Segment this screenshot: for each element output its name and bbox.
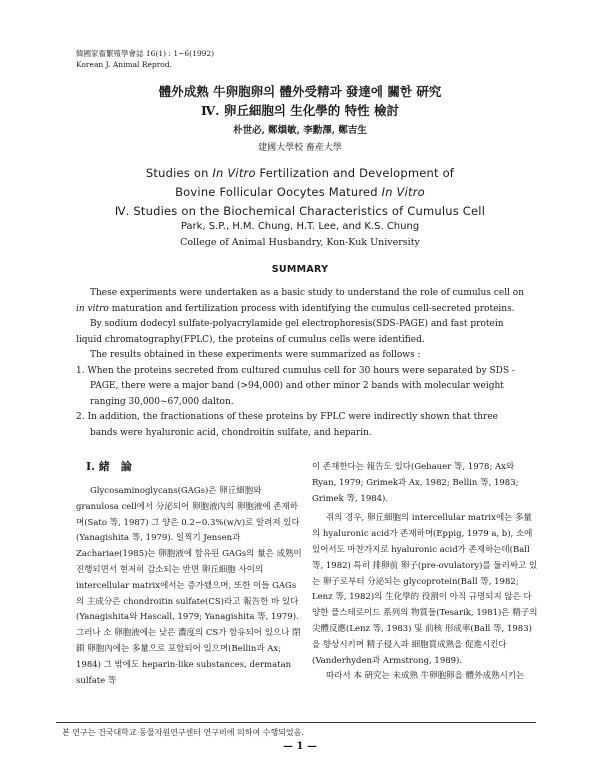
right-column [312,460,538,685]
intro-paragraph-right-3: 따라서 本 硏究는 未成熟 牛卵胞卵을 體外成熟시키는 [326,671,525,682]
summary-heading: SUMMARY [271,264,329,275]
title-en-part: Fertilization and Development of [255,166,455,180]
title-english-line3: Ⅳ. Studies on the Biochemical Characteristics of Cumulus Cell [114,204,486,218]
affiliation-english: College of Animal Husbandry, Kon-Kuk University [180,237,420,248]
summary-result-2: 2. In addition, the fractionations of these proteins by FPLC were indirectly shown that three bands were hyaluronic acid, chondroitin sulfate, and heparin. [76,412,498,438]
authors-english: Park, S.P., H.M. Chung, H.T. Lee, and K.S. Chung [180,221,420,232]
title-en-italic: In Vitro [212,166,256,180]
summary-result-1: 1. When the proteins secreted from cultured cumulus cell for 30 hours were separated by SDS -PAGE, there were a major band (>94,000) and other minor 2 bands with molecular weight ranging 30,000~67,000 dalton. [76,365,515,407]
title-english-line1 [0,166,600,180]
summary-paragraph-3: The results obtained in these experiments were summarized as follows : [90,350,421,360]
summary-paragraph-2: By sodium dodecyl sulfate-polyacrylamide gel electrophoresis(SDS-PAGE) and fast protein liquid chromatography(FPLC), the proteins of cumulus cells were identified. [76,319,504,345]
page-number: — 1 — [283,741,317,752]
journal-citation [76,48,214,70]
title-en-italic: In Vitro [381,185,425,199]
section-heading-introduction: Ⅰ. 緒 論 [86,460,132,473]
title-english-line2 [0,185,600,199]
title-en-part: Bovine Follicular Oocytes Matured [175,185,382,199]
footnote: 본 연구는 건국대학교 동물자원연구센터 연구비에 의하여 수행되었음. [62,728,304,737]
summary-text: These experiments were undertaken as a basic study to understand the role of cumulus cell on [90,288,525,298]
title-korean-line2: Ⅳ. 卵丘細胞의 生化學的 特性 檢討 [200,103,400,118]
journal-citation-ko: 韓國家畜繁殖學會誌 16(1) : 1~6(1992) [76,49,215,58]
journal-citation-en: Korean J. Animal Reprod. [76,60,173,69]
summary-text: maturation and fertilization process with identifying the cumulus cell-secreted proteins. [108,303,515,314]
intro-paragraph-right-2: 쥐의 경우, 卵丘細胞의 intercellular matrix에는 多量의 hyaluronic acid가 존재하며(Eppig, 1979 a, b), 소에 있어서도 마찬가지로 hyaluronic acid가 존재하는데(Ball 等, 1982) 특히 排卵前 卵子(pre-ovulatory)를 둘러싸고 있는 卵子로부터 分泌되는 glycoprotein(Ball 等, 1982; Lenz 等, 1982)의 生化學的 役割이 아직 규명되지 않은 다양한 플스테로이드 系列의 物質들(Tesarik, 1981)은 精子의 尖體反應(Lenz 等, 1983) 및 前核 形成率(Ball 等, 1983)을 향상시키며 精子侵入과 細胞質成熟을 促進시킨다(Vanderhyden과 Armstrong, 1989). [312,513,538,666]
intro-paragraph-right-1: 이 존재한다는 報告도 있다(Gebauer 等, 1978; Ax와 Ryan, 1979; Grimek과 Ax, 1982; Bellin 等, 1983; Grimek 等, 1984). [312,462,519,504]
authors-korean: 朴世必, 鄭熉敏, 李勳澤, 鄭吉生 [233,125,367,136]
title-en-part: Studies on [145,166,213,180]
footnote-rule [56,722,536,723]
left-column [76,484,302,689]
summary-paragraph-1 [76,286,528,317]
summary-body [76,286,528,441]
summary-italic: in vitro [76,303,109,314]
affiliation-korean: 建國大學校 畜産大學 [258,143,342,153]
intro-paragraph-left: Glycosaminoglycans(GAGs)은 卵丘細胞와 granulosa cell에서 分泌되어 卵胞液內의 卵胞液에 존재하며(Sato 等, 1987) 그 양은 0.2~0.3%(w/v)로 알려져 있다(Yanagishita 等, 1979). 일찍기 Jensen과 Zachariae(1985)는 卵胞液에 함유된 GAGs의 量은 成熟이 진행되면서 현저히 감소되는 반면 卵丘細胞 사이의 intercellular matrix에서는 증가됐으며, 또한 이들 GAGs의 主成分은 chondroitin sulfate(CS)라고 報告한 바 있다(Yanagishita와 Hascall, 1979; Yanagishita 等, 1979). 그러나 소 卵胞液에는 낮은 濃度의 CS가 함유되어 있으나 閉鎖 卵胞內에는 多量으로 포함되어 있으며(Bellin과 Ax; 1984) 그 밖에도 heparin-like substances, dermatan sulfate 等 [76,486,302,686]
title-korean-line1: 體外成熟 牛卵胞卵의 體外受精과 發達에 關한 硏究 [158,84,442,99]
